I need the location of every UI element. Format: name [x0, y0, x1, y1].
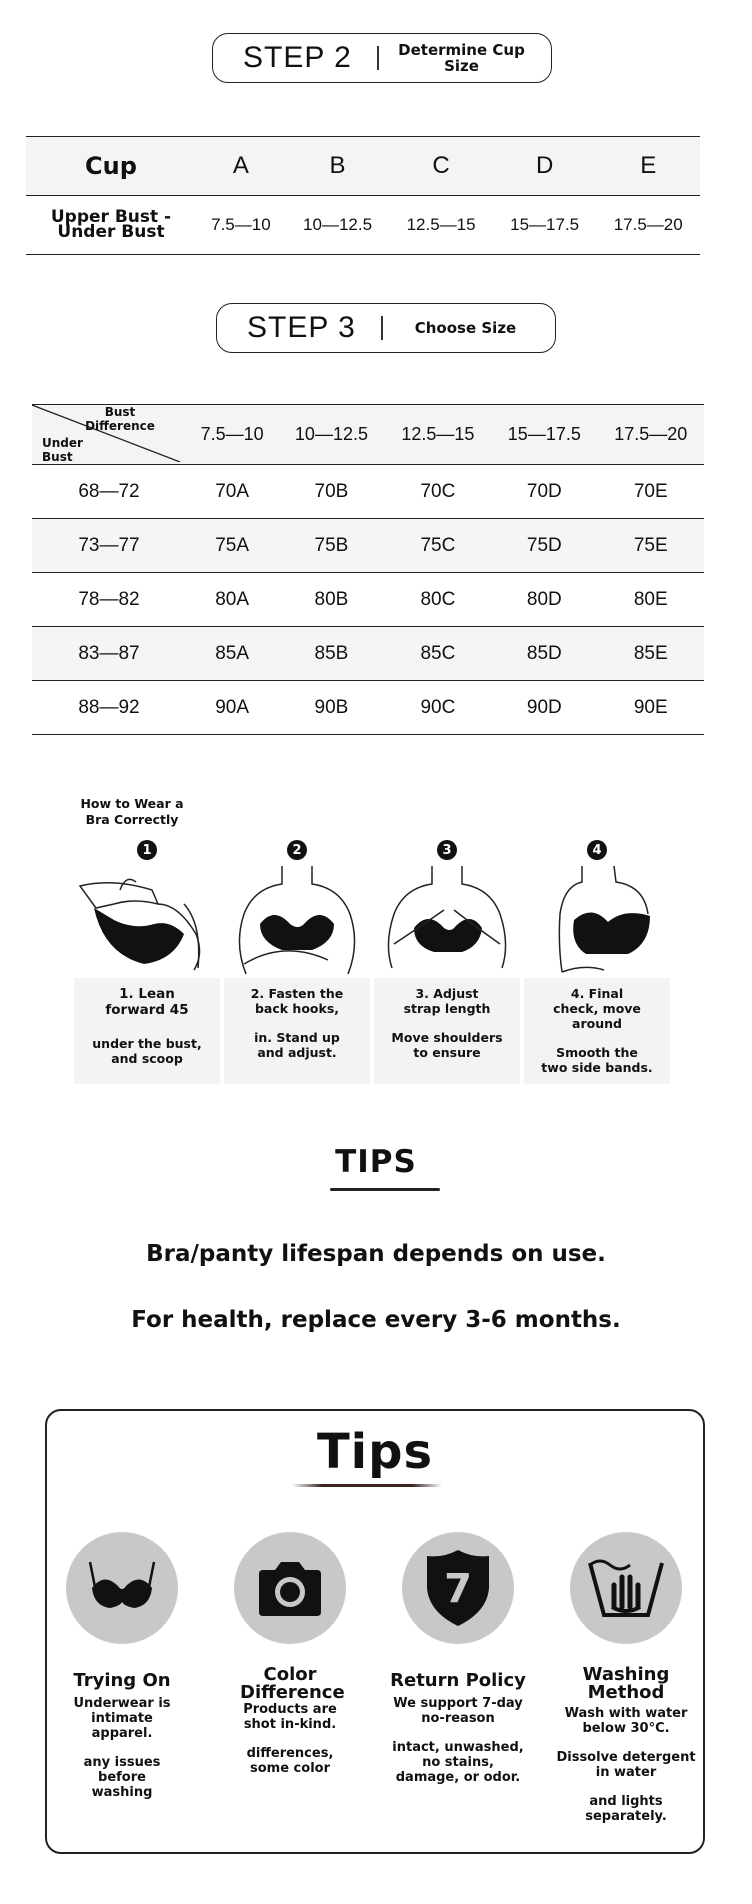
col-range-5: 17.5—20 [598, 405, 704, 465]
cup-a: A [196, 137, 286, 196]
step-description: under the bust, and scoop [92, 1036, 202, 1066]
size-cell: 70E [598, 465, 704, 519]
size-chart-table [32, 404, 704, 735]
size-cell: 75D [491, 519, 597, 573]
tip-text: Dissolve detergent in water [556, 1750, 696, 1780]
range-b: 10—12.5 [286, 196, 390, 255]
step-description: in. Stand up and adjust. [254, 1030, 340, 1060]
table-row [32, 573, 704, 627]
tip-title: Trying On [73, 1670, 171, 1691]
size-cell: 80E [598, 573, 704, 627]
step-number: 3 [437, 840, 457, 860]
step3-divider [381, 316, 383, 340]
tip-icon-circle [66, 1532, 178, 1644]
under-bust-label: Under Bust [42, 436, 83, 464]
lifespan-message: Bra/panty lifespan depends on use. [146, 1241, 606, 1267]
range-c: 12.5—15 [389, 196, 493, 255]
cup-c: C [389, 137, 493, 196]
tip-icon-circle [402, 1532, 514, 1644]
size-cell: 75A [186, 519, 278, 573]
tips-heading: TIPS [335, 1144, 417, 1180]
step-number: 2 [287, 840, 307, 860]
tip-title: Return Policy [390, 1670, 526, 1691]
size-cell: 85A [186, 627, 278, 681]
howto-step-1-card [74, 978, 220, 1084]
diagonal-header-cell [32, 405, 186, 465]
hand-wash-icon [586, 1555, 666, 1621]
step-description: Move shoulders to ensure [391, 1030, 503, 1060]
table-row [32, 681, 704, 735]
size-cell: 85C [385, 627, 491, 681]
size-cell: 90B [278, 681, 384, 735]
cup-table-row [26, 196, 700, 255]
size-cell: 75C [385, 519, 491, 573]
tip-washing-method [543, 1532, 709, 1824]
howto-step-3 [374, 840, 520, 986]
cup-size-table [26, 136, 700, 255]
tip-return-policy [375, 1532, 541, 1785]
table-row [32, 465, 704, 519]
size-cell: 90C [385, 681, 491, 735]
tip-icon-circle [234, 1532, 346, 1644]
upper-under-label: Upper Bust - Under Bust [26, 196, 196, 255]
how-to-wear-title: How to Wear a Bra Correctly [80, 796, 184, 827]
under-bust-value: 78—82 [32, 573, 186, 627]
tip-title: Color Difference [240, 1664, 345, 1703]
under-bust-value: 73—77 [32, 519, 186, 573]
under-bust-value: 68—72 [32, 465, 186, 519]
camera-icon [253, 1558, 327, 1618]
under-bust-value: 88—92 [32, 681, 186, 735]
step-number: 4 [587, 840, 607, 860]
cup-e: E [596, 137, 700, 196]
cup-label: Cup [26, 137, 196, 196]
step-title: 2. Fasten the back hooks, [250, 986, 344, 1016]
howto-step-2 [224, 840, 370, 986]
tip-text: Underwear is intimate apparel. [73, 1696, 171, 1741]
size-cell: 80A [186, 573, 278, 627]
tip-text: Products are shot in-kind. [243, 1702, 337, 1732]
col-range-3: 12.5—15 [385, 405, 491, 465]
table-row [32, 627, 704, 681]
range-a: 7.5—10 [196, 196, 286, 255]
step2-subtitle: Determine Cup Size [398, 41, 525, 75]
step3-header [216, 303, 556, 353]
size-cell: 80B [278, 573, 384, 627]
cup-b: B [286, 137, 390, 196]
col-range-4: 15—17.5 [491, 405, 597, 465]
col-range-1: 7.5—10 [186, 405, 278, 465]
tip-trying-on [39, 1532, 205, 1800]
final-check-illustration-icon [524, 864, 670, 982]
size-cell: 80C [385, 573, 491, 627]
size-cell: 75B [278, 519, 384, 573]
step2-label: STEP 2 [243, 41, 352, 74]
size-cell: 90A [186, 681, 278, 735]
size-table-header [32, 405, 704, 465]
step3-subtitle: Choose Size [414, 319, 517, 337]
step2-header [212, 33, 552, 83]
tip-text: intact, unwashed, no stains, damage, or odor. [392, 1740, 524, 1785]
step-title: 3. Adjust strap length [403, 986, 491, 1016]
howto-step-2-card [224, 978, 370, 1084]
size-cell: 85E [598, 627, 704, 681]
table-row [32, 519, 704, 573]
tips-panel-underline [292, 1484, 442, 1487]
tips-underline [330, 1188, 440, 1191]
col-range-2: 10—12.5 [278, 405, 384, 465]
tip-color-difference [207, 1532, 373, 1776]
tip-text: We support 7-day no-reason [393, 1696, 523, 1726]
tip-icon-circle [570, 1532, 682, 1644]
cup-d: D [493, 137, 597, 196]
howto-step-1 [74, 840, 220, 986]
step-title: 1. Lean forward 45 [105, 986, 189, 1018]
size-cell: 85B [278, 627, 384, 681]
replace-message: For health, replace every 3-6 months. [131, 1307, 621, 1333]
size-cell: 80D [491, 573, 597, 627]
bra-icon [82, 1558, 162, 1618]
step3-label: STEP 3 [247, 311, 356, 344]
range-d: 15—17.5 [493, 196, 597, 255]
step-description: Smooth the two side bands. [541, 1045, 653, 1075]
lean-forward-illustration-icon [74, 864, 220, 982]
fasten-hooks-illustration-icon [224, 864, 370, 982]
tip-title: Washing Method [582, 1664, 670, 1703]
size-cell: 70D [491, 465, 597, 519]
size-cell: 90D [491, 681, 597, 735]
size-cell: 75E [598, 519, 704, 573]
tip-text: any issues before washing [83, 1755, 161, 1800]
howto-step-3-card [374, 978, 520, 1084]
adjust-strap-illustration-icon [374, 864, 520, 982]
howto-step-4 [524, 840, 670, 986]
step2-divider [377, 46, 379, 70]
shield-seven-number: 7 [444, 1566, 472, 1612]
size-cell: 85D [491, 627, 597, 681]
step-title: 4. Final check, move around [553, 986, 641, 1031]
bust-difference-label: Bust Difference [85, 405, 155, 433]
tip-text: and lights separately. [585, 1794, 667, 1824]
tip-text: Wash with water below 30°C. [564, 1706, 688, 1736]
tips-panel-title: Tips [316, 1424, 434, 1480]
size-cell: 70B [278, 465, 384, 519]
size-cell: 70A [186, 465, 278, 519]
step-number: 1 [137, 840, 157, 860]
cup-table-header [26, 137, 700, 196]
howto-step-4-card [524, 978, 670, 1084]
size-cell: 70C [385, 465, 491, 519]
size-cell: 90E [598, 681, 704, 735]
tip-text: differences, some color [246, 1746, 334, 1776]
under-bust-value: 83—87 [32, 627, 186, 681]
range-e: 17.5—20 [596, 196, 700, 255]
shield-seven-icon [423, 1548, 493, 1628]
